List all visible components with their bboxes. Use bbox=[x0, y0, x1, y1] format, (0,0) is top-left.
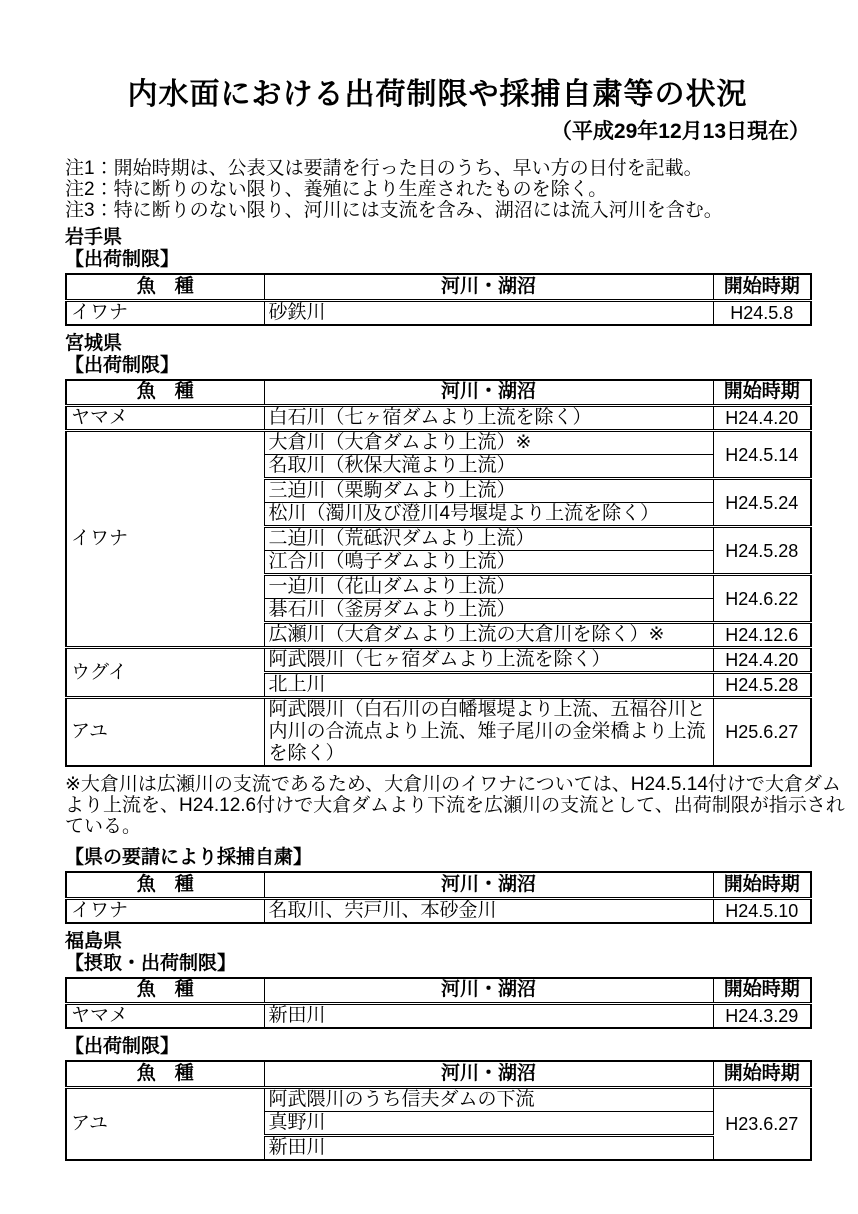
river-cell: 一迫川（花山ダムより上流） bbox=[264, 575, 713, 599]
fish-column-header: 魚 種 bbox=[66, 380, 264, 406]
river-cell: 碁石川（釜房ダムより上流） bbox=[264, 599, 713, 623]
river-column-header: 河川・湖沼 bbox=[264, 978, 713, 1004]
river-column-header: 河川・湖沼 bbox=[264, 1061, 713, 1087]
start-column-header: 開始時期 bbox=[713, 1061, 811, 1087]
restriction-table bbox=[65, 379, 812, 768]
river-column-header: 河川・湖沼 bbox=[264, 872, 713, 898]
okura-river-footnote: ※大倉川は広瀬川の支流であるため、大倉川のイワナについては、H24.5.14付けで大倉ダムより上流を、H24.12.6付けで大倉ダムより下流を広瀬川の支流として、出荷制限が指示されている。 bbox=[65, 774, 845, 837]
river-cell: 名取川（秋保大滝より上流） bbox=[264, 455, 713, 479]
table-row bbox=[66, 406, 811, 431]
section-fukushima bbox=[65, 931, 810, 1161]
prefecture-heading-miyagi: 宮城県 bbox=[65, 332, 123, 354]
restriction-table bbox=[65, 977, 812, 1030]
section-miyagi bbox=[65, 332, 845, 924]
river-cell: 新田川 bbox=[264, 1004, 713, 1029]
fish-species-cell: アユ bbox=[66, 698, 264, 767]
fish-species-cell: イワナ bbox=[66, 431, 264, 648]
note-line-2: 注2：特に断りのない限り、養殖により生産されたものを除く。 bbox=[65, 179, 608, 200]
start-date-cell: H24.12.6 bbox=[713, 623, 811, 648]
river-cell: 阿武隈川（白石川の白幡堰堤より上流、五福谷川と内川の合流点より上流、雉子尾川の金栄橋より上流を除く） bbox=[264, 698, 713, 767]
river-cell: 二迫川（荒砥沢ダムより上流） bbox=[264, 527, 713, 551]
river-cell: 白石川（七ヶ宿ダムより上流を除く） bbox=[264, 406, 713, 431]
start-date-cell: H24.5.28 bbox=[713, 527, 811, 575]
note-line-3: 注3：特に断りのない限り、河川には支流を含み、湖沼には流入河川を含む。 bbox=[65, 200, 723, 221]
fish-species-cell: ウグイ bbox=[66, 648, 264, 698]
table-row bbox=[66, 300, 811, 325]
river-cell: 阿武隈川のうち信夫ダムの下流 bbox=[264, 1087, 713, 1111]
start-date-cell: H24.5.28 bbox=[713, 673, 811, 698]
river-cell: 三迫川（栗駒ダムより上流） bbox=[264, 479, 713, 503]
start-date-cell: H24.6.22 bbox=[713, 575, 811, 623]
table-row bbox=[66, 648, 811, 673]
table-row bbox=[66, 1087, 811, 1111]
miyagi-voluntary-restraint-table-container bbox=[65, 871, 810, 924]
table-row bbox=[66, 431, 811, 455]
restriction-table bbox=[65, 1060, 812, 1161]
river-column-header: 河川・湖沼 bbox=[264, 274, 713, 300]
start-date-cell: H24.5.8 bbox=[713, 300, 811, 325]
notes-block bbox=[65, 158, 810, 221]
restriction-table bbox=[65, 273, 812, 326]
restriction-label-iwate-shipping: 【出荷制限】 bbox=[65, 249, 180, 270]
table-row bbox=[66, 698, 811, 767]
river-cell: 広瀬川（大倉ダムより上流の大倉川を除く）※ bbox=[264, 623, 713, 648]
start-date-cell: H24.4.20 bbox=[713, 648, 811, 673]
start-date-cell: H23.6.27 bbox=[713, 1087, 811, 1160]
restriction-label-miyagi-shipping: 【出荷制限】 bbox=[65, 354, 180, 376]
restriction-table bbox=[65, 871, 812, 924]
river-cell: 北上川 bbox=[264, 673, 713, 698]
fish-column-header: 魚 種 bbox=[66, 872, 264, 898]
fish-species-cell: アユ bbox=[66, 1087, 264, 1160]
iwate-shipping-restriction-table-container bbox=[65, 273, 810, 326]
river-column-header: 河川・湖沼 bbox=[264, 380, 713, 406]
fish-species-cell: ヤマメ bbox=[66, 1004, 264, 1029]
river-cell: 大倉川（大倉ダムより上流）※ bbox=[264, 431, 713, 455]
river-cell: 真野川 bbox=[264, 1111, 713, 1135]
prefecture-heading-fukushima: 福島県 bbox=[65, 930, 123, 952]
section-iwate bbox=[65, 227, 810, 326]
prefecture-heading-iwate: 岩手県 bbox=[65, 227, 123, 248]
river-cell: 松川（濁川及び澄川4号堰堤より上流を除く） bbox=[264, 503, 713, 527]
fukushima-shipping-restriction-table-container bbox=[65, 1060, 810, 1161]
river-cell: 名取川、宍戸川、本砂金川 bbox=[264, 898, 713, 923]
river-cell: 新田川 bbox=[264, 1135, 713, 1160]
start-date-cell: H24.4.20 bbox=[713, 406, 811, 431]
table-row bbox=[66, 1004, 811, 1029]
restriction-label-miyagi-voluntary: 【県の要請により採捕自粛】 bbox=[65, 847, 313, 868]
as-of-date-note: （平成29年12月13日現在） bbox=[550, 120, 810, 143]
start-date-cell: H24.5.14 bbox=[713, 431, 811, 479]
start-date-cell: H24.5.10 bbox=[713, 898, 811, 923]
start-column-header: 開始時期 bbox=[713, 274, 811, 300]
fish-column-header: 魚 種 bbox=[66, 1061, 264, 1087]
river-cell: 江合川（鳴子ダムより上流） bbox=[264, 551, 713, 575]
fish-species-cell: ヤマメ bbox=[66, 406, 264, 431]
river-cell: 阿武隈川（七ヶ宿ダムより上流を除く） bbox=[264, 648, 713, 673]
fish-species-cell: イワナ bbox=[66, 300, 264, 325]
river-cell: 砂鉄川 bbox=[264, 300, 713, 325]
fish-species-cell: イワナ bbox=[66, 898, 264, 923]
start-column-header: 開始時期 bbox=[713, 380, 811, 406]
start-date-cell: H24.5.24 bbox=[713, 479, 811, 527]
table-row bbox=[66, 898, 811, 923]
start-column-header: 開始時期 bbox=[713, 872, 811, 898]
fish-column-header: 魚 種 bbox=[66, 274, 264, 300]
restriction-label-fukushima-intake: 【摂取・出荷制限】 bbox=[65, 952, 237, 974]
note-line-1: 注1：開始時期は、公表又は要請を行った日のうち、早い方の日付を記載。 bbox=[65, 158, 703, 179]
page-title: 内水面における出荷制限や採捕自粛等の状況 bbox=[127, 78, 748, 111]
fish-column-header: 魚 種 bbox=[66, 978, 264, 1004]
restriction-label-fukushima-shipping: 【出荷制限】 bbox=[65, 1036, 180, 1057]
start-date-cell: H25.6.27 bbox=[713, 698, 811, 767]
miyagi-shipping-restriction-table-container bbox=[65, 379, 810, 768]
start-column-header: 開始時期 bbox=[713, 978, 811, 1004]
fukushima-intake-restriction-table-container bbox=[65, 977, 810, 1030]
start-date-cell: H24.3.29 bbox=[713, 1004, 811, 1029]
